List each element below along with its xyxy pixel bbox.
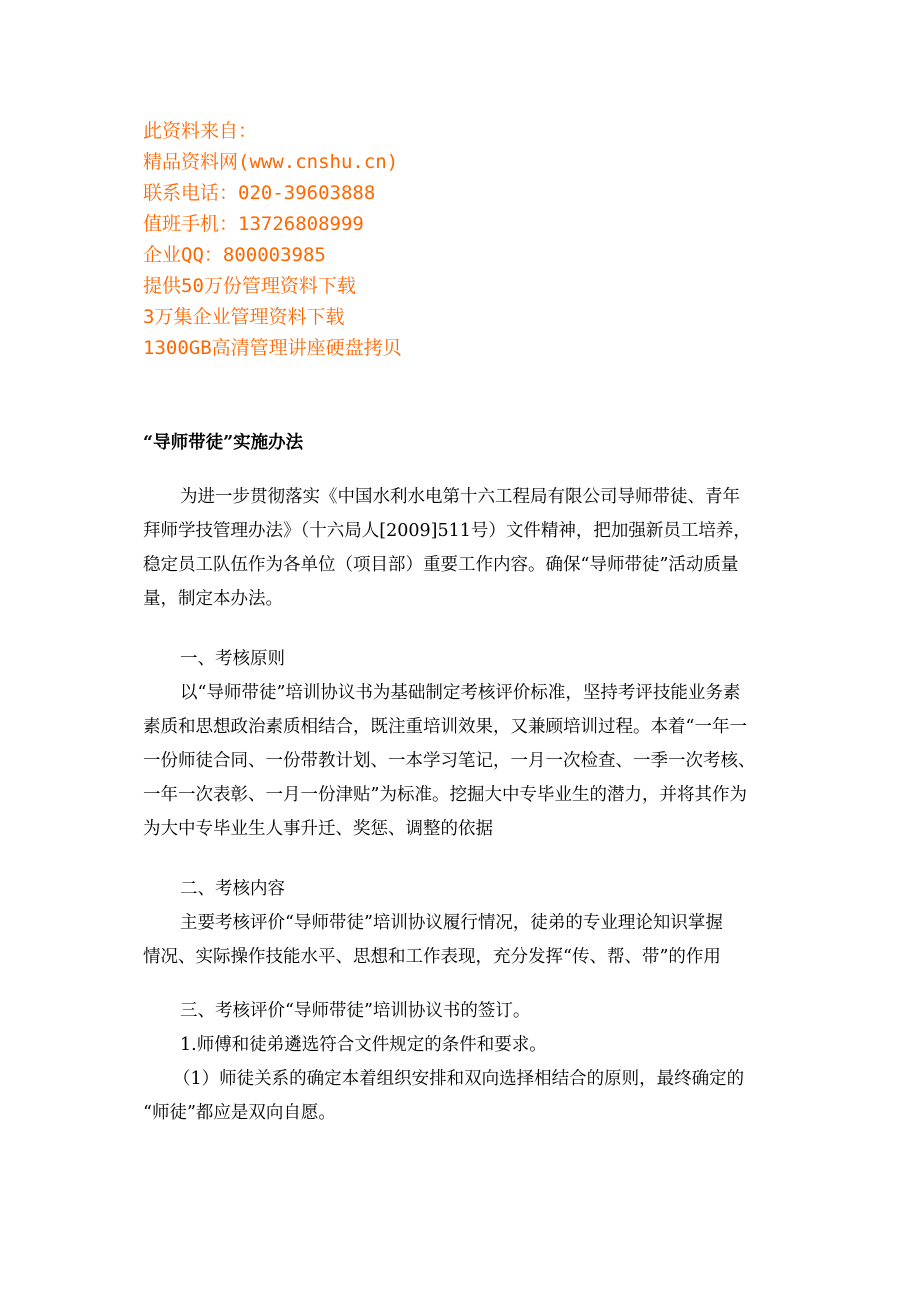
paragraph-line: 素质和思想政治素质相结合，既注重培训效果，又兼顾培训过程。本着“一年一 <box>143 717 747 737</box>
source-notice-line: 1300GB高清管理讲座硬盘拷贝 <box>143 337 402 359</box>
paragraph-line: 主要考核评价“导师带徒”培训协议履行情况，徒弟的专业理论知识掌握 <box>180 913 723 933</box>
paragraph-line: 情况、实际操作技能水平、思想和工作表现，充分发挥“传、帮、带”的作用 <box>143 947 721 967</box>
source-notice <box>143 116 402 364</box>
section-3-item-1: 1.师傅和徒弟遴选符合文件规定的条件和要求。 <box>180 1035 547 1055</box>
source-notice-line: 3万集企业管理资料下载 <box>143 306 345 328</box>
source-notice-line: 此资料来自： <box>143 120 258 142</box>
paragraph-line: （1）师徒关系的确定本着组织安排和双向选择相结合的原则，最终确定的 <box>173 1069 745 1089</box>
paragraph-line: “师徒”都应是双向自愿。 <box>143 1103 336 1123</box>
section-1-paragraph <box>143 676 803 846</box>
source-notice-line: 提供50万份管理资料下载 <box>143 275 356 297</box>
section-3-item-1-1 <box>143 1062 803 1130</box>
paragraph-line: 量，制定本办法。 <box>143 589 283 609</box>
source-notice-line: 精品资料网(www.cnshu.cn) <box>143 151 399 173</box>
source-notice-line: 企业QQ：800003985 <box>143 244 326 266</box>
paragraph-line: 为进一步贯彻落实《中国水利水电第十六工程局有限公司导师带徒、青年 <box>180 487 740 507</box>
paragraph-line: 以“导师带徒”培训协议书为基础制定考核评价标准，坚持考评技能业务素 <box>180 683 741 703</box>
paragraph-line: 拜师学技管理办法》（十六局人[2009]511号）文件精神，把加强新员工培养， <box>143 521 751 541</box>
document-title: “导师带徒”实施办法 <box>143 433 304 453</box>
section-heading-2: 二、考核内容 <box>180 879 285 899</box>
paragraph-line: 为大中专毕业生人事升迁、奖惩、调整的依据 <box>143 819 493 839</box>
source-notice-line: 值班手机：13726808999 <box>143 213 364 235</box>
intro-paragraph <box>143 480 803 616</box>
paragraph-line: 一份师徒合同、一份带教计划、一本学习笔记，一月一次检查、一季一次考核、 <box>143 751 756 771</box>
paragraph-line: 一年一次表彰、一月一份津贴”为标准。挖掘大中专毕业生的潜力，并将其作为 <box>143 785 747 805</box>
section-heading-1: 一、考核原则 <box>180 649 285 669</box>
section-heading-3: 三、考核评价“导师带徒”培训协议书的签订。 <box>180 1001 531 1021</box>
document-body <box>143 426 803 1130</box>
source-notice-line: 联系电话：020-39603888 <box>143 182 376 204</box>
paragraph-line: 稳定员工队伍作为各单位（项目部）重要工作内容。确保“导师带徒”活动质量 <box>143 555 739 575</box>
section-2-paragraph <box>143 906 803 974</box>
